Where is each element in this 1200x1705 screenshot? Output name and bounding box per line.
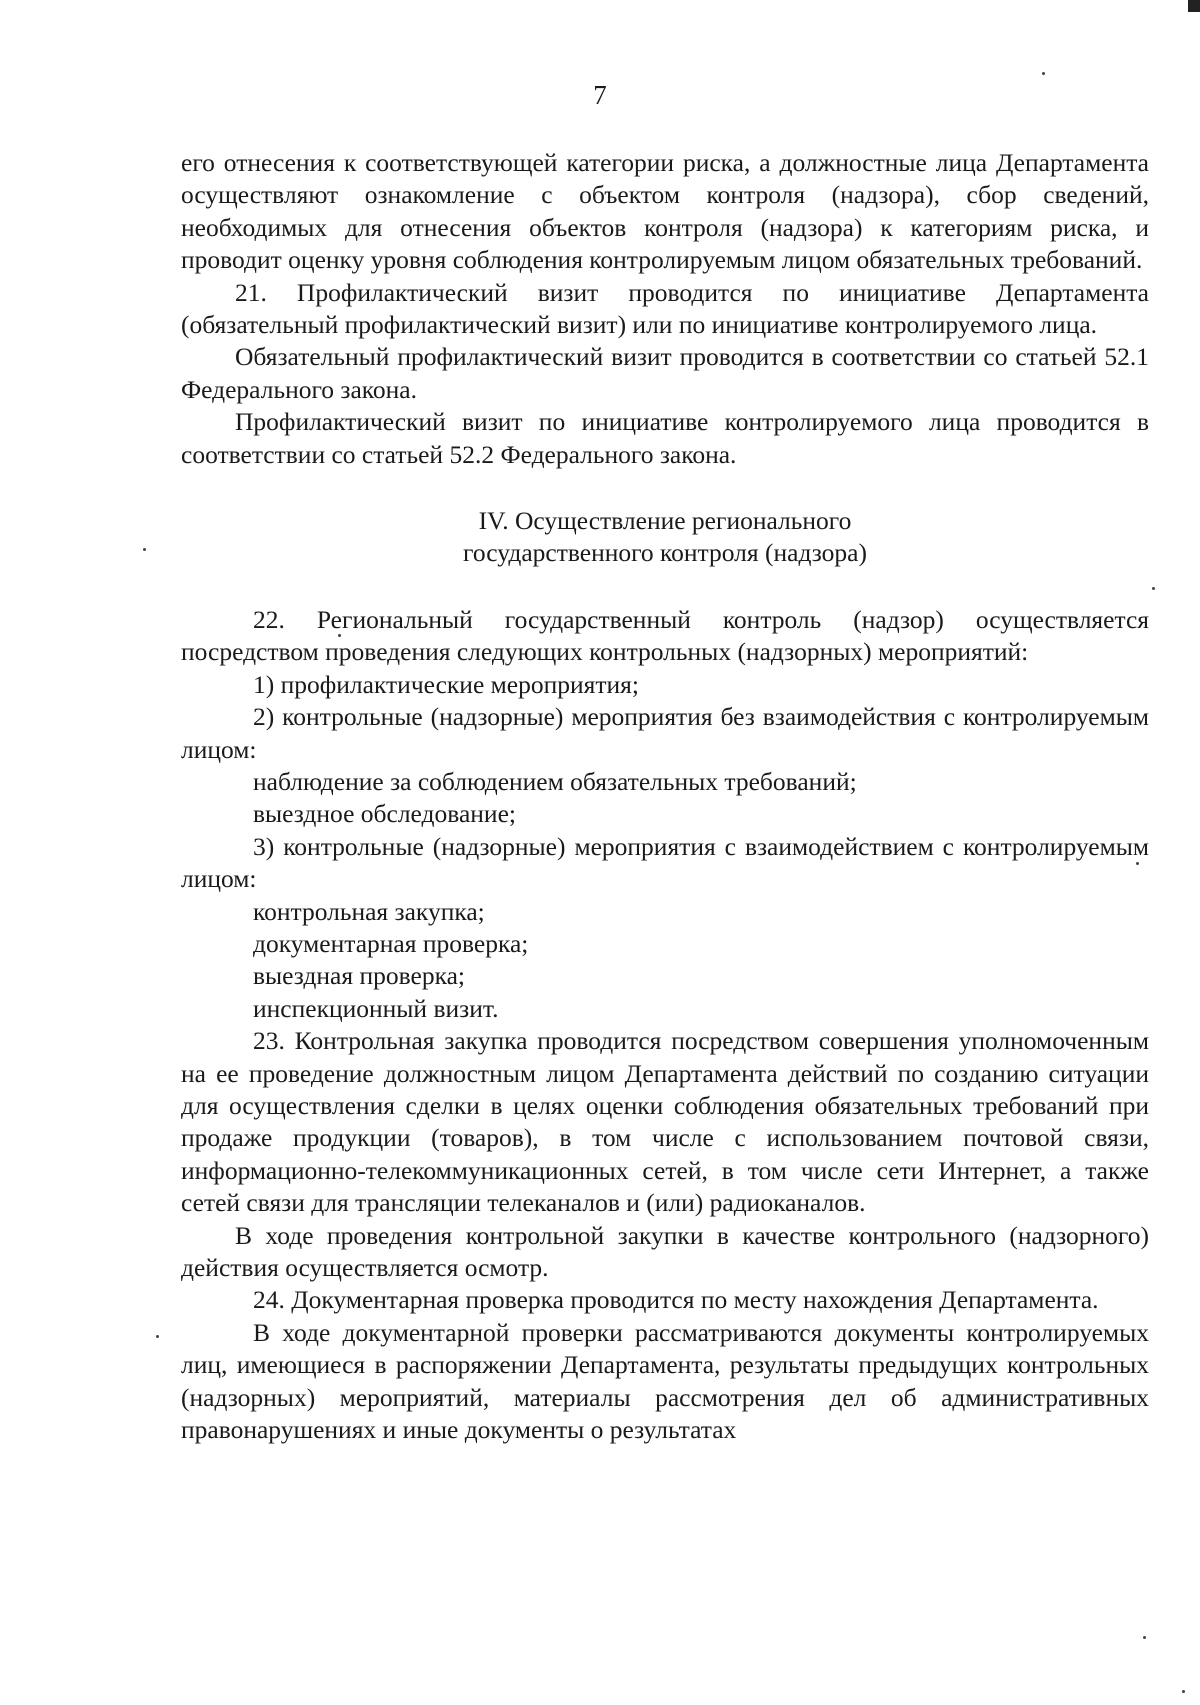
paragraph-23-inspection: В ходе проведения контрольной закупки в качестве контрольного (надзорного) действия осуществляется осмотр. bbox=[181, 1220, 1149, 1282]
paragraph-21-initiative-visit: Профилактический визит по инициативе контролируемого лица проводится в соответствии со статьей 52.2 Федерального закона. bbox=[181, 407, 1149, 469]
scan-speck bbox=[1143, 1636, 1146, 1639]
list-item: контрольная закупка; bbox=[253, 896, 485, 926]
scan-corner-mark bbox=[1188, 0, 1200, 12]
list-item: 1) профилактические мероприятия; bbox=[253, 669, 639, 699]
document-body bbox=[181, 147, 1149, 1446]
section-heading-line-1: IV. Осуществление регионального bbox=[478, 506, 852, 536]
list-item: инспекционный визит. bbox=[253, 993, 499, 1023]
paragraph-21: 21. Профилактический визит проводится по инициативе Департамента (обязательный профилактический визит) или по инициативе контролируемого лица. bbox=[181, 277, 1149, 340]
list-item: выездная проверка; bbox=[253, 961, 465, 991]
page-number: 7 bbox=[593, 80, 607, 110]
scan-speck bbox=[1136, 862, 1139, 865]
section-heading-line-2: государственного контроля (надзора) bbox=[463, 538, 867, 568]
paragraph-23: 23. Контрольная закупка проводится посредством совершения уполномоченным на ее проведение должностным лицом Департамента действий по созданию ситуации для осуществления сделки в целях оценки соблюдения обязательных требований при продаже продукции (товаров), в том числе с использованием почтовой связи, информационно-телекоммуникационных сетей, в том числе сети Интернет, а также сетей связи для трансляции телеканалов и (или) радиоканалов. bbox=[181, 1026, 1149, 1218]
list-item: выездное обследование; bbox=[253, 799, 516, 829]
list-item: 2) контрольные (надзорные) мероприятия без взаимодействия с контролируемым лицом: bbox=[181, 702, 1149, 764]
paragraph-continuation: его отнесения к соответствующей категории риска, а должностные лица Департамента осуществляют ознакомление с объектом контроля (надзора), сбор сведений, необходимых для отнесения объектов контроля (надзора) к категориям риска, и проводит оценку уровня соблюдения контролируемым лицом обязательных требований. bbox=[181, 148, 1149, 275]
paragraph-24-documents: В ходе документарной проверки рассматриваются документы контролируемых лиц, имеющиеся в распоряжении Департамента, результаты предыдущих контрольных (надзорных) мероприятий, материалы рассмотрения дел об административных правонарушениях и иные документы о результатах bbox=[181, 1317, 1149, 1445]
section-heading bbox=[181, 505, 1149, 570]
list-item: 3) контрольные (надзорные) мероприятия с взаимодействием с контролируемым лицом: bbox=[181, 831, 1149, 894]
list-item: наблюдение за соблюдением обязательных требований; bbox=[253, 766, 857, 796]
paragraph-22: 22. Региональный государственный контроль (надзор) осуществляется посредством проведения следующих контрольных (надзорных) мероприятий: bbox=[181, 604, 1149, 667]
paragraph-21-mandatory-visit: Обязательный профилактический визит проводится в соответствии со статьей 52.1 Федерального закона. bbox=[181, 342, 1149, 404]
paragraph-24: 24. Документарная проверка проводится по месту нахождения Департамента. bbox=[253, 1285, 1099, 1315]
scan-speck bbox=[1152, 587, 1155, 590]
scan-speck bbox=[1042, 72, 1045, 75]
scan-speck bbox=[156, 1335, 159, 1338]
scan-speck bbox=[338, 634, 341, 637]
list-item: документарная проверка; bbox=[253, 928, 529, 958]
scan-speck bbox=[1182, 1690, 1185, 1693]
scan-speck bbox=[143, 548, 146, 551]
